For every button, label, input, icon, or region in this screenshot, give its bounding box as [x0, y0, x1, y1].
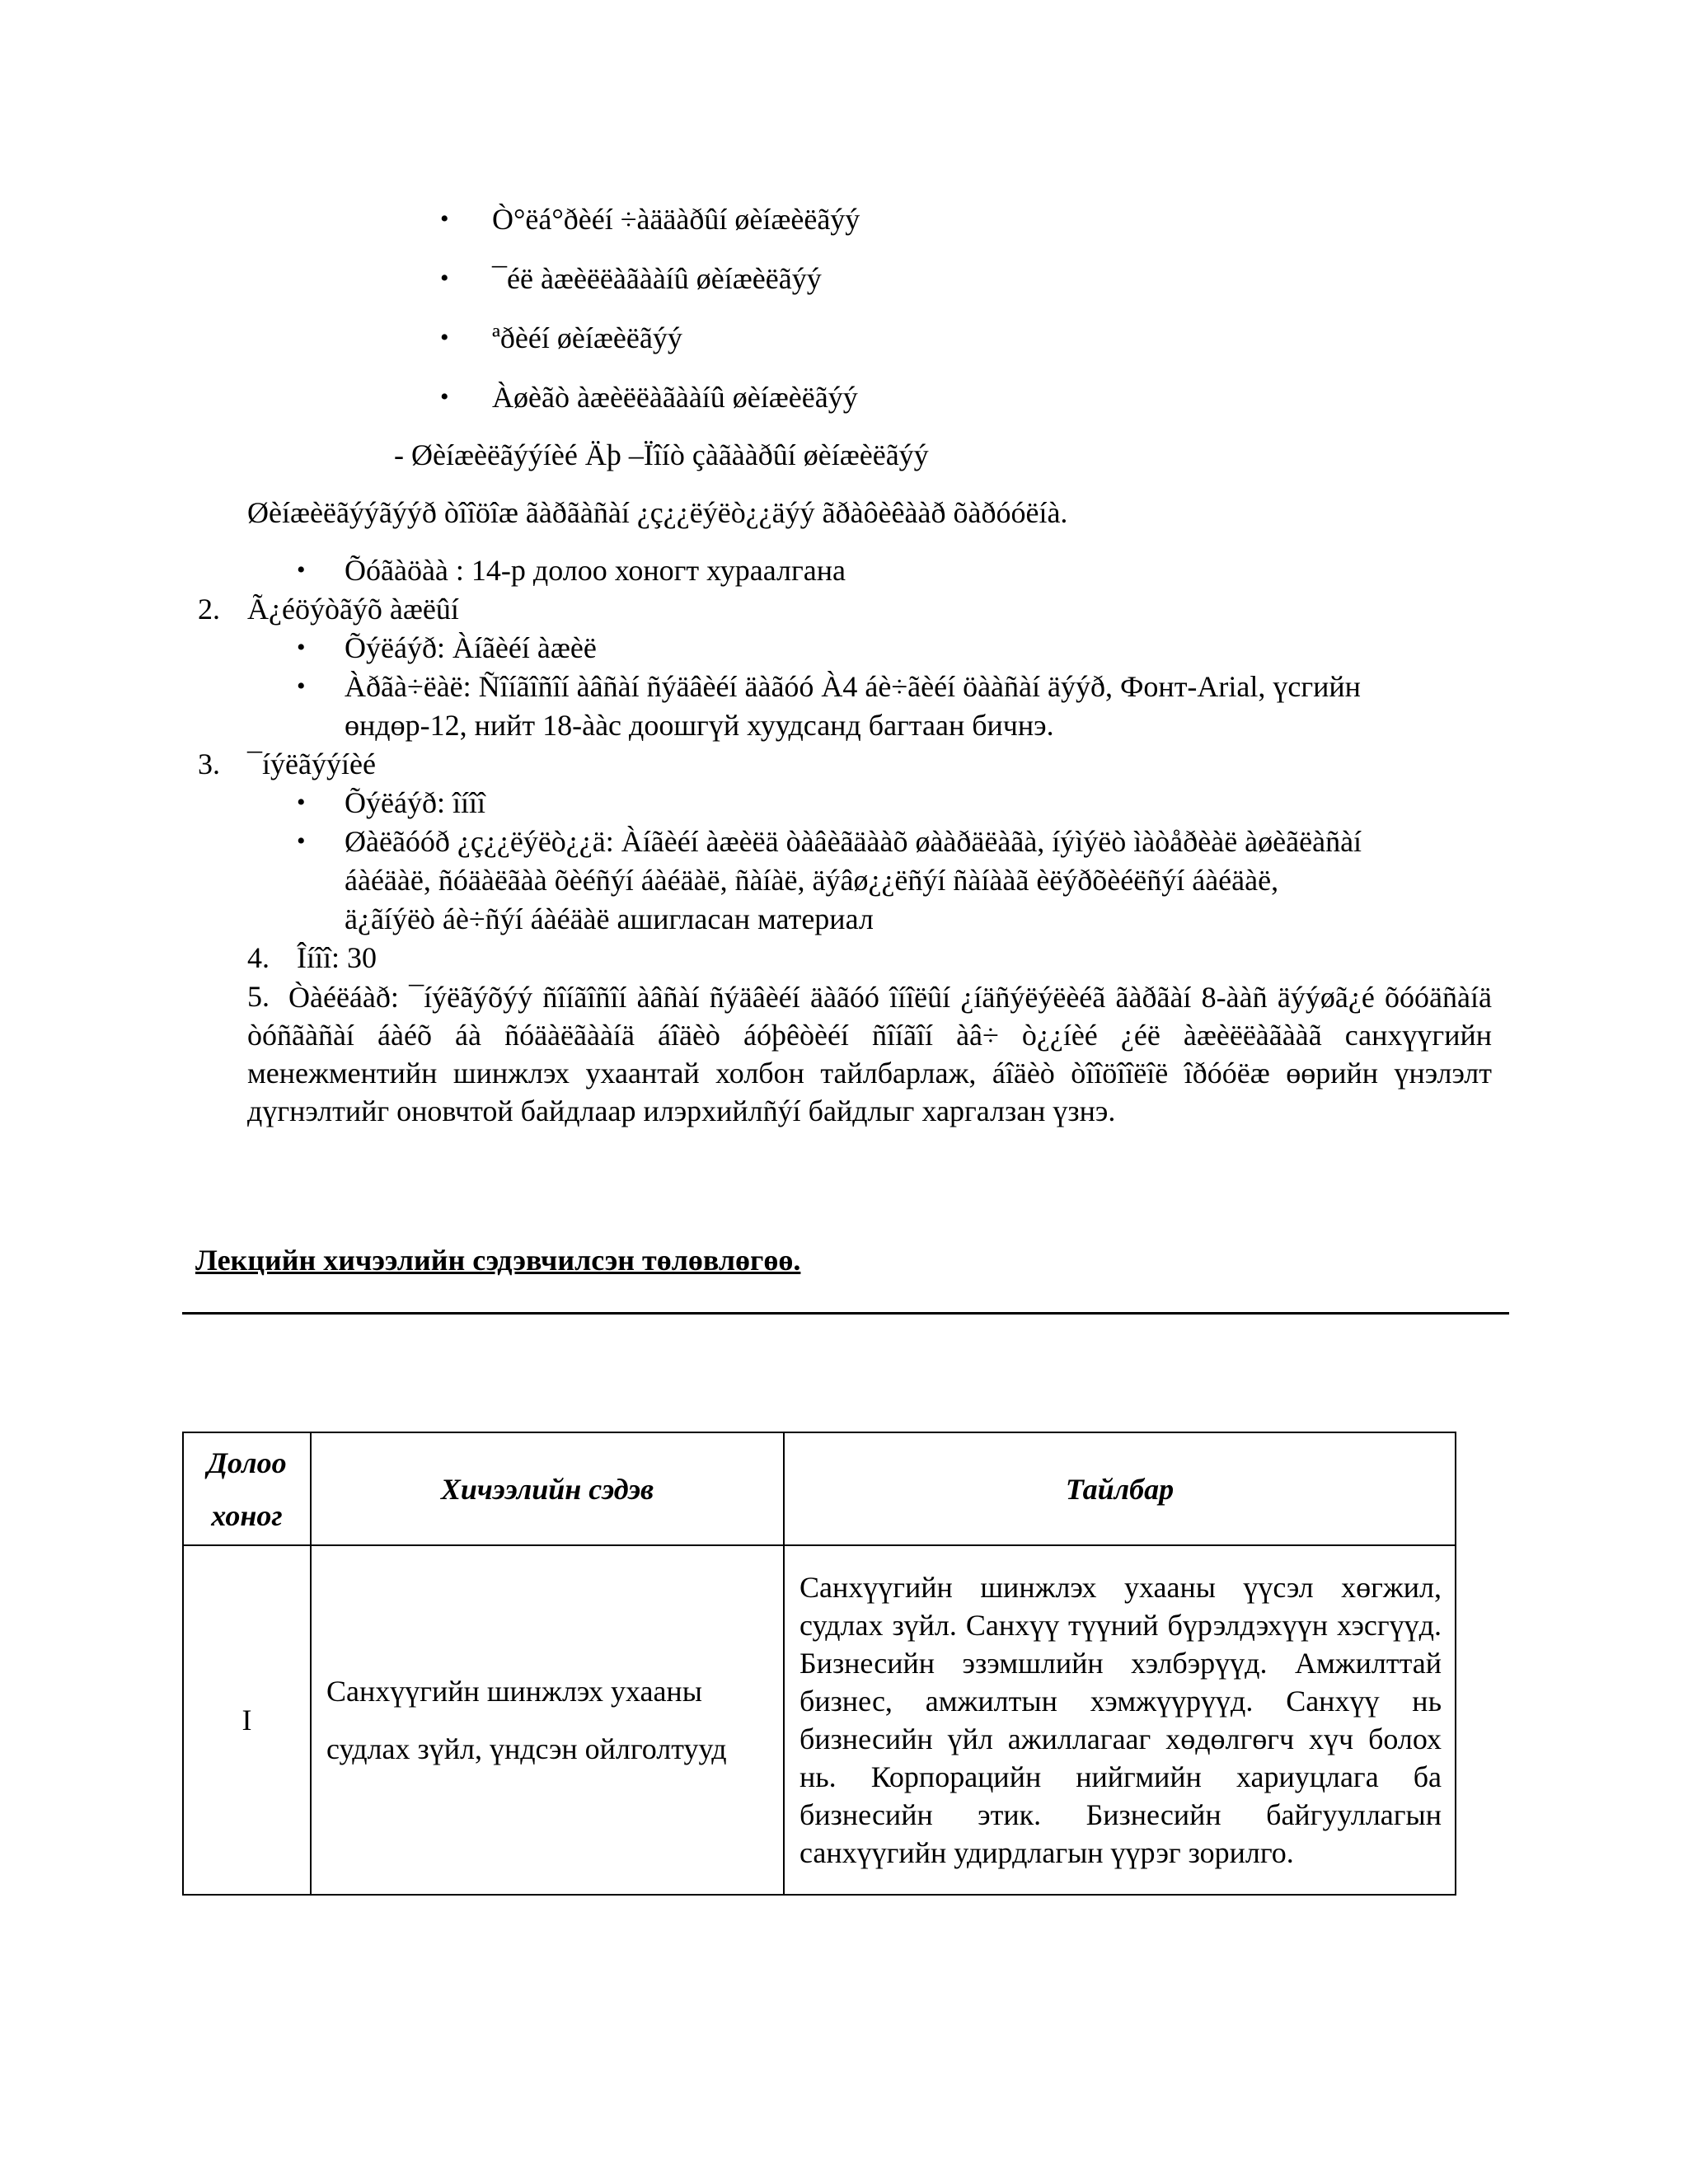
table-row	[183, 1545, 1456, 1895]
list-item: Àøèãò àæèëëàãààíû øèíæèëãýý	[492, 381, 858, 414]
section-heading: Лекцийн хичээлийн сэдэвчилсэн төлөвлөгөө.	[195, 1244, 801, 1277]
lecture-plan-table	[182, 1432, 1456, 1896]
header-week: Долоо хоног	[183, 1432, 311, 1545]
list-item: Õýëáýð: Àíãèéí àæèë	[345, 631, 597, 664]
bullet-icon: •	[297, 556, 306, 583]
bullet-icon: •	[440, 205, 449, 232]
note-cell: Санхүүгийн шинжлэх ухааны үүсэл хөгжил, судлах зүйл. Санхүү түүний бүрэлдэхүүн хэсгүүд. Бизнесийн эзэмшлийн хэлбэрүүд. Амжилттай бизнес, амжилтын хэмжүүрүүд. Санхүү нь бизнесийн үйл ажиллагааг хөдөлгөгч хүч болох нь. Корпорацийн нийгмийн хариуцлага ба бизнесийн этик. Бизнесийн байгууллагын санхүүгийн удирдлагын үүрэг зорилго.	[784, 1545, 1456, 1895]
item-number: 4.	[247, 941, 270, 974]
bullet-icon: •	[440, 265, 449, 292]
list-item: Õýëáýð: îíîî	[345, 786, 485, 819]
bullet-icon: •	[297, 673, 306, 700]
week-cell: I	[183, 1545, 311, 1895]
item-title: Ã¿éöýòãýõ àæëûí	[247, 593, 459, 626]
list-item: ªðèéí øèíæèëãýý	[492, 321, 682, 354]
horizontal-rule	[182, 1312, 1509, 1315]
list-item: Ò°ëá°ðèéí ÷àääàðûí øèíæèëãýý	[492, 203, 860, 236]
header-topic: Хичээлийн сэдэв	[311, 1432, 784, 1545]
item-number: 5.	[247, 980, 270, 1013]
item-paragraph: Òàéëáàð: ¯íýëãýõýý ñîíãîñîí àâñàí ñýäâèéí äàãóó îíîëûí ¿íäñýëýëèéã ãàðãàí 8-ààñ äýýøã¿é õóóäñàíä òóñãàñàí áàéõ áà ñóäàëãààíä áîäèò áóþêòèéí ñîíãîí àâ÷ ò¿¿íèé ¿éë àæèëëàãààã санхүүгийн менежментийн шинжлэх ухаантай холбон тайлбарлаж, áîäèò òîîöîîëîë îðóóëæ өөрийн үнэлэлт дүгнэлтийг оновчтой байдлаар илэрхийлñýí байдлыг харгалзан үзнэ.	[247, 981, 1492, 1127]
item-text: Îíîî: 30	[297, 941, 377, 974]
bullet-icon: •	[297, 789, 306, 816]
bullet-icon: •	[440, 383, 449, 410]
list-item: Àðãà÷ëàë: Ñîíãîñîí àâñàí ñýäâèéí äàãóó À4 áè÷ãèéí öààñàí äýýð, Фонт-Arial, үсгийн	[345, 670, 1361, 703]
item-title: ¯íýëãýýíèé	[247, 748, 376, 780]
table-header-row	[183, 1432, 1456, 1545]
bullet-icon: •	[440, 324, 449, 351]
bullet-icon: •	[297, 827, 306, 855]
list-item: ¯éë àæèëëàãààíû øèíæèëãýý	[492, 262, 822, 295]
topic-cell: Санхүүгийн шинжлэх ухааны судлах зүйл, үндсэн ойлголтууд	[311, 1545, 784, 1895]
bullet-icon: •	[297, 634, 306, 661]
time-bullet: Õóãàöàà : 14-р долоо хоногт хураалгана	[345, 554, 846, 587]
list-item-continuation: áàéäàë, ñóäàëãàà õèéñýí áàéäàë, ñàíàë, äýâø¿¿ëñýí ñàíààã èëýðõèéëñýí áàéäàë,	[345, 864, 1279, 897]
dash-line: - Øèíæèëãýýíèé Äþ –Ïîíò çàãààðûí øèíæèëãýý	[394, 438, 929, 471]
header-note: Тайлбар	[784, 1432, 1456, 1545]
list-item-continuation: өндөр-12, нийт 18-ààс доошгүй хуудсанд багтаан бичнэ.	[345, 709, 1054, 742]
intro-line: Øèíæèëãýýãýýð òîîöîæ ãàðãàñàí ¿ç¿¿ëýëò¿¿äýý ãðàôèêààð õàðóóëíà.	[247, 496, 1068, 529]
list-item-continuation: ä¿ãíýëò áè÷ñýí áàéäàë ашигласан материал	[345, 902, 874, 935]
list-item: Øàëãóóð ¿ç¿¿ëýëò¿¿ä: Àíãèéí àæèëä òàâèãäààõ øààðäëàãà, íýìýëò ìàòåðèàë àøèãëàñàí	[345, 825, 1362, 858]
item-number: 2.	[198, 593, 220, 626]
item-number: 3.	[198, 748, 220, 780]
